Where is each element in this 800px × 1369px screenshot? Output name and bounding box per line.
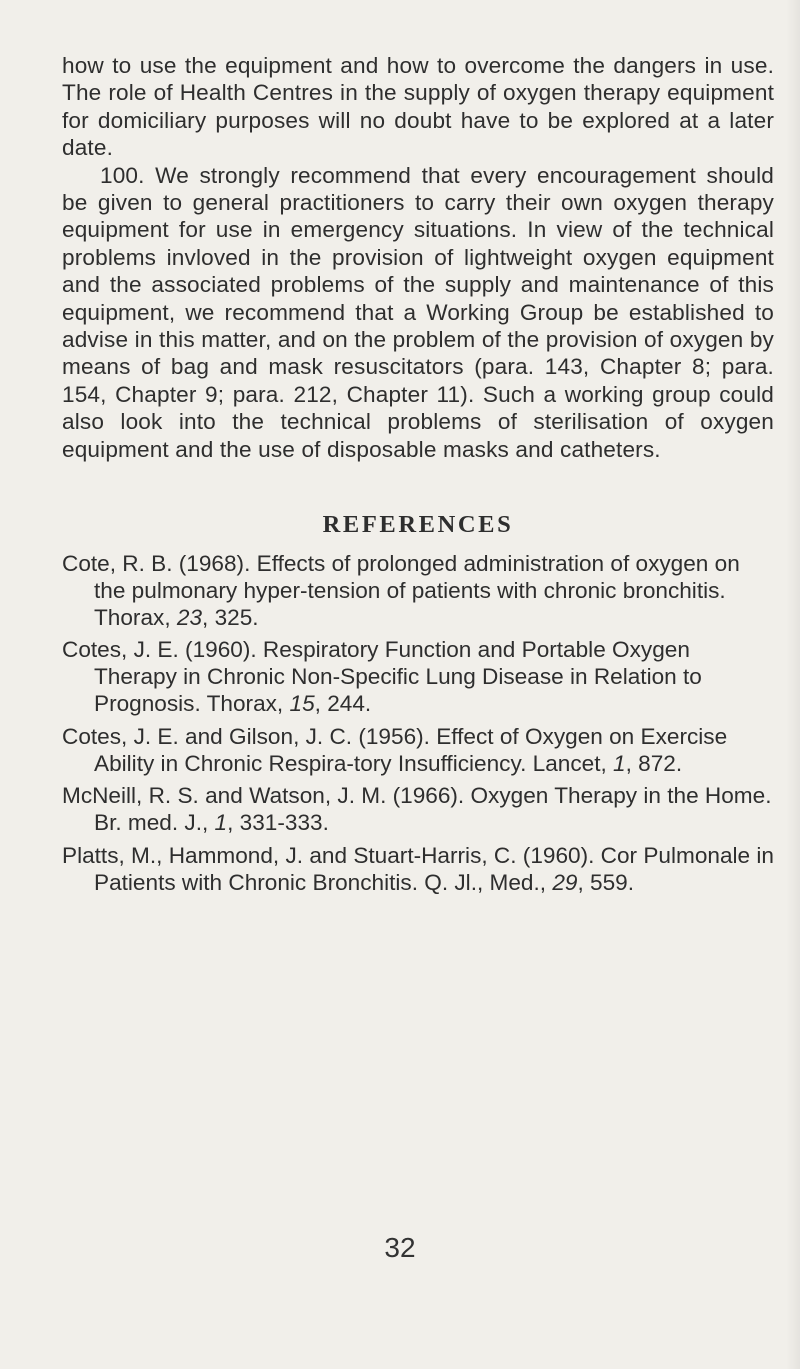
reference-pages: , 331-333. [227,810,329,836]
reference-text: Cotes, J. E. (1960). Respiratory Function and Portable Oxygen Therapy in Chronic Non-Specific Lung Disease in Relation to Prognosis. Thorax, [62,637,702,717]
reference-item [62,551,774,631]
reference-pages: , 559. [577,869,634,895]
reference-item [62,843,774,897]
reference-text: Cote, R. B. (1968). Effects of prolonged administration of oxygen on the pulmonary hyper-tension of patients with chronic bronchitis. Thorax, [62,551,740,630]
reference-text: Platts, M., Hammond, J. and Stuart-Harris, C. (1960). Cor Pulmonale in Patients with Chronic Bronchitis. Q. Jl., Med., [62,843,774,895]
body-paragraph-100: 100. We strongly recommend that every encouragement should be given to general practitioners to carry their own oxygen therapy equipment for use in emergency situations. In view of the technical problems invloved in the provision of lightweight oxygen equipment and the associated problems of the supply and maintenance of this equipment, we recommend that a Working Group be established to advise in this matter, and on the problem of the provision of oxygen by means of bag and mask resuscitators (para. 143, Chapter 8; para. 154, Chapter 9; para. 212, Chapter 11). Such a working group could also look into the technical problems of sterilisation of oxygen equipment and the use of disposable masks and catheters. [62,162,774,462]
reference-pages: , 244. [314,691,372,717]
reference-item [62,724,774,778]
reference-text: Cotes, J. E. and Gilson, J. C. (1956). Effect of Oxygen on Exercise Ability in Chronic Respira-tory Insufficiency. Lancet, [62,723,728,776]
reference-volume: 29 [552,869,578,895]
body-paragraph-continued: how to use the equipment and how to overcome the dangers in use. The role of Health Centres in the supply of oxygen therapy equipment for domiciliary purposes will no doubt have to be explored at a later date. [62,53,774,161]
page-edge-shadow [786,0,800,1369]
reference-item [62,783,774,837]
reference-pages: , 872. [625,750,683,776]
reference-item [62,637,774,717]
page-number: 32 [384,1232,416,1263]
reference-volume: 15 [289,691,315,717]
references-list [62,551,774,897]
reference-volume: 1 [613,750,626,776]
references-heading: REFERENCES [322,511,514,539]
reference-volume: 1 [214,810,228,836]
document-page [62,52,774,903]
reference-pages: , 325. [202,604,259,630]
reference-text: McNeill, R. S. and Watson, J. M. (1966). Oxygen Therapy in the Home. Br. med. J., [62,783,772,836]
reference-volume: 23 [176,604,203,630]
